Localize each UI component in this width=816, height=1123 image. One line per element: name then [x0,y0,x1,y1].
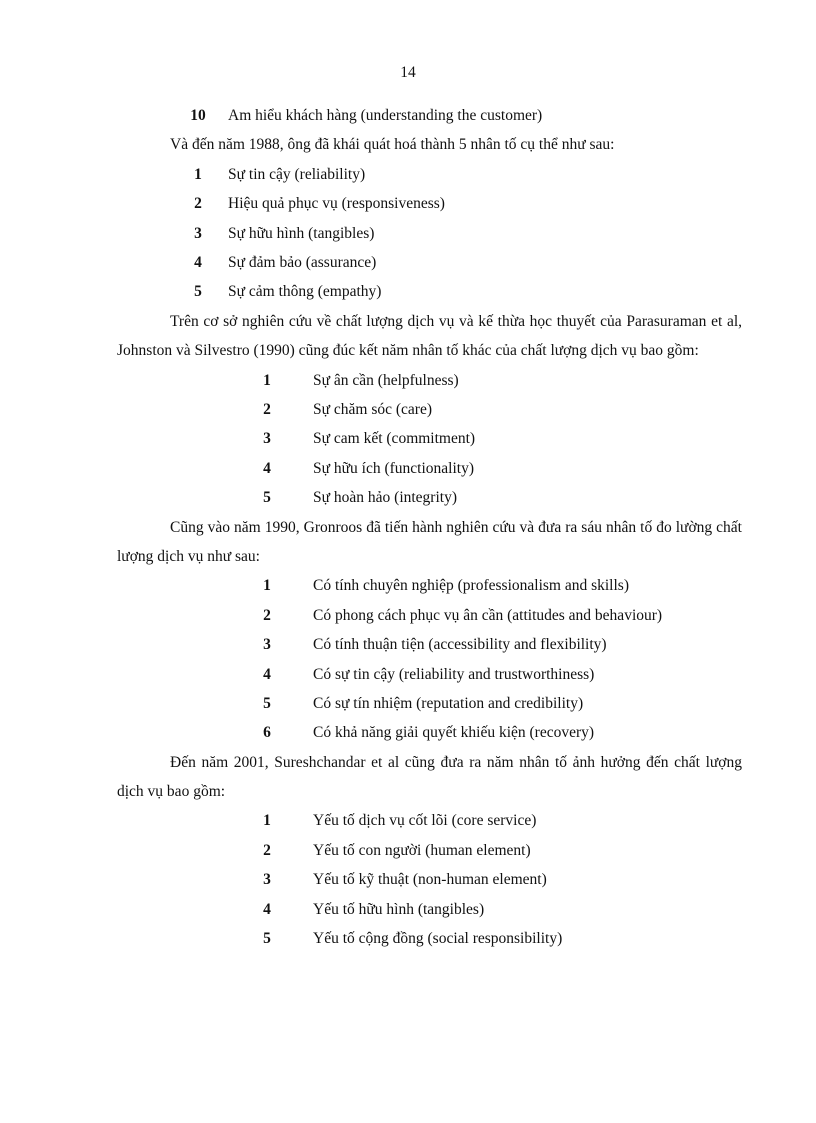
item-text: Sự hoàn hảo (integrity) [313,489,457,507]
item-number: 2 [263,841,271,859]
item-text: Có tính thuận tiện (accessibility and flexibility) [313,636,607,654]
paragraph-1: Và đến năm 1988, ông đã khái quát hoá thành 5 nhân tố cụ thể như sau: [170,136,615,154]
list-item [117,836,742,865]
paragraph-4: Đến năm 2001, Sureshchandar et al cũng đưa ra năm nhân tố ảnh hưởng đến chất lượng dịch vụ bao gồm: [117,753,742,801]
item-text: Yếu tố dịch vụ cốt lõi (core service) [313,812,537,830]
list-item [117,660,742,689]
factor-list-4 [117,806,742,953]
list-item [117,895,742,924]
item-number: 10 [190,107,206,124]
list-item [117,189,742,218]
item-text: Sự hữu hình (tangibles) [228,224,375,242]
item-text: Hiệu quả phục vụ (responsiveness) [228,195,445,213]
list-item [117,277,742,306]
item-number: 1 [263,371,271,389]
item-number: 5 [263,489,271,507]
list-item [117,248,742,277]
item-number: 5 [263,930,271,948]
item-text: Có khả năng giải quyết khiếu kiện (recovery) [313,724,595,742]
document-body [117,101,742,953]
item-number: 2 [263,606,271,624]
item-text: Sự tin cậy (reliability) [228,165,366,183]
intro-list-item [117,101,742,130]
item-number: 2 [263,400,271,418]
page-number: 14 [400,64,416,81]
paragraph-3: Cũng vào năm 1990, Gronroos đã tiến hành nghiên cứu và đưa ra sáu nhân tố đo lường chất lượng dịch vụ như sau: [117,518,742,565]
paragraph-2: Trên cơ sở nghiên cứu về chất lượng dịch vụ và kế thừa học thuyết của Parasuraman et al, Johnston và Silvestro (1990) cũng đúc kết năm nhân tố khác của chất lượng dịch vụ bao gồm: [117,312,742,360]
list-item [117,630,742,659]
item-text: Có tính chuyên nghiệp (professionalism and skills) [313,577,629,595]
item-number: 4 [263,459,271,477]
list-item [117,424,742,453]
factor-list-3 [117,571,742,747]
item-text: Sự cảm thông (empathy) [228,283,382,301]
list-item [117,219,742,248]
item-number: 4 [194,253,202,271]
list-item [117,483,742,512]
item-number: 3 [194,224,202,242]
item-text: Yếu tố hữu hình (tangibles) [313,900,485,918]
list-item [117,718,742,747]
item-text: Có phong cách phục vụ ân cần (attitudes and behaviour) [313,606,663,624]
list-item [117,366,742,395]
item-number: 3 [263,636,271,654]
item-number: 5 [194,283,202,301]
list-item [117,924,742,953]
list-item [117,689,742,718]
item-text: Am hiểu khách hàng (understanding the customer) [228,107,543,124]
item-text: Sự cam kết (commitment) [313,430,476,448]
item-number: 5 [263,694,271,712]
list-item [117,454,742,483]
item-text: Sự chăm sóc (care) [313,400,432,418]
item-number: 2 [194,195,202,213]
item-text: Sự đảm bảo (assurance) [228,253,377,271]
item-number: 1 [263,577,271,595]
item-number: 1 [263,812,271,830]
item-number: 3 [263,871,271,889]
item-text: Có sự tin cậy (reliability and trustworthiness) [313,665,595,683]
item-text: Sự hữu ích (functionality) [313,459,475,477]
item-number: 4 [263,665,271,683]
item-number: 3 [263,430,271,448]
item-text: Yếu tố kỹ thuật (non-human element) [313,871,547,889]
item-text: Sự ân cần (helpfulness) [313,371,459,389]
list-item [117,601,742,630]
factor-list-2 [117,366,742,513]
item-number: 1 [194,165,202,183]
item-number: 4 [263,900,271,918]
list-item [117,160,742,189]
list-item [117,865,742,894]
list-item [117,571,742,600]
item-text: Có sự tín nhiệm (reputation and credibility) [313,694,584,712]
item-number: 6 [263,724,271,742]
factor-list-1 [117,160,742,307]
item-text: Yếu tố cộng đồng (social responsibility) [313,930,563,948]
list-item [117,806,742,835]
list-item [117,395,742,424]
item-text: Yếu tố con người (human element) [313,841,531,859]
